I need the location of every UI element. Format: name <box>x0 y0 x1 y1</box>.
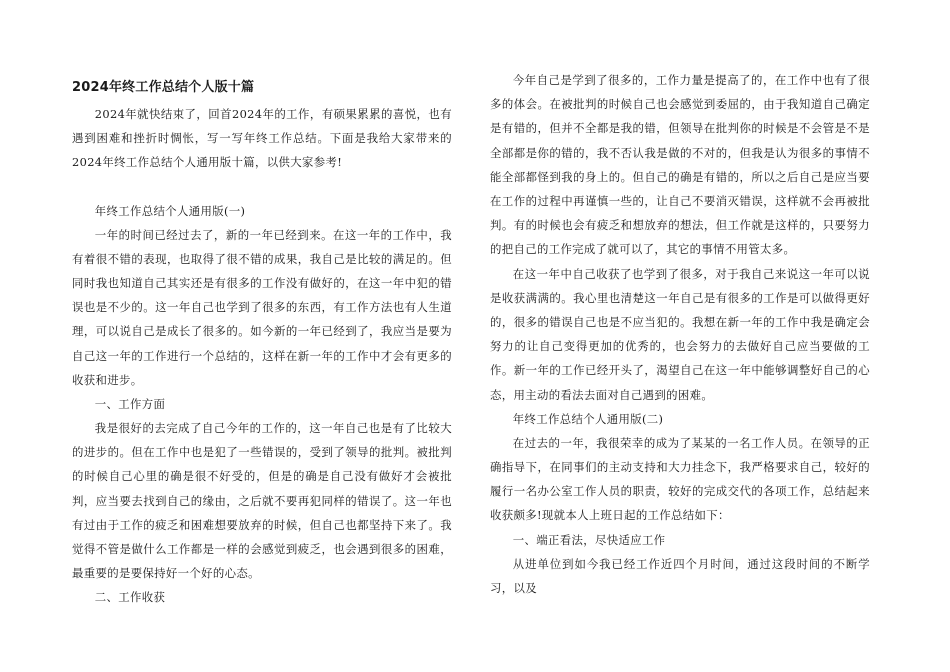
section-heading-1: 年终工作总结个人通用版(一) <box>94 203 246 218</box>
subheading-gains: 二、工作收获 <box>94 590 166 605</box>
intro-paragraph: 2024年就快结束了，回首2024年的工作，有硕果累累的喜悦，也有遇到困难和挫折时惆怅，写一写年终工作总结。下面是我给大家带来的2024年终工作总结个人通用版十篇，以供大家参考! <box>72 107 452 170</box>
body-paragraph: 在过去的一年，我很荣幸的成为了某某的一名工作人员。在领导的正确指导下，在同事们的主动支持和大力挂念下，我严格要求自己，较好的履行一名办公室工作人员的职责，较好的完成交代的各项工作，总结起来收获颇多!现就本人上班日起的工作总结如下： <box>490 435 870 523</box>
subheading-attitude: 一、端正看法，尽快适应工作 <box>512 532 666 547</box>
body-paragraph: 我是很好的去完成了自己今年的工作的，这一年自己也是有了比较大的进步的。但在工作中也是犯了一些错误的，受到了领导的批判。被批判的时候自己心里的确是很不好受的，但是的确是自己没有做好才会被批判，应当要去找到自己的缘由，之后就不要再犯同样的错误了。这一年也有过由于工作的疲乏和困难想要放弃的时候，但自己也都坚持下来了。我觉得不管是做什么工作都是一样的会感觉到疲乏，也会遇到很多的困难，最重要的是要保持好一个好的心态。 <box>72 421 452 581</box>
section-heading-2: 年终工作总结个人通用版(二) <box>512 411 664 426</box>
right-column <box>490 68 870 600</box>
body-paragraph: 一年的时间已经过去了，新的一年已经到来。在这一年的工作中，我有着很不错的表现，也取得了很不错的成果，我自己是比较的满足的。但同时我也知道自己其实还是有很多的工作没有做好的，在这一年中犯的错误也是不少的。这一年自己也学到了很多的东西，有工作方法也有人生道理，可以说自己是成长了很多的。如今新的一年已经到了，我应当是要为自己这一年的工作进行一个总结的，这样在新一年的工作中才会有更多的收获和进步。 <box>72 227 452 387</box>
body-paragraph: 从进单位到如今我已经工作近四个月时间，通过这段时间的不断学习，以及 <box>490 556 870 595</box>
body-paragraph: 今年自己是学到了很多的，工作力量是提高了的，在工作中也有了很多的体会。在被批判的时候自己也会感觉到委屈的，由于我知道自己确定是有错的，但并不全都是我的错，但领导在批判你的时候是不会管是不是全部都是你的错的，我不否认我是做的不对的，但我是认为很多的事情不能全部都怪到我的身上的。但自己的确是有错的，所以之后自己是应当要在工作的过程中再谨慎一些的，让自己不要消灭错误，这样就不会再被批判。有的时候也会有疲乏和想放弃的想法，但工作就是这样的，只要努力的把自己的工作完成了就可以了，其它的事情不用管太多。 <box>490 73 870 257</box>
spacer <box>72 175 452 199</box>
body-paragraph: 在这一年中自己收获了也学到了很多，对于我自己来说这一年可以说是收获满满的。我心里也清楚这一年自己是有很多的工作是可以做得更好的，很多的错误自己也是不应当犯的。我想在新一年的工作中我是确定会努力的让自己变得更加的优秀的，也会努力的去做好自己应当要做的工作。新一年的工作已经开头了，渴望自己在这一年中能够调整好自己的心态，用主动的看法去面对自己遇到的困难。 <box>490 266 870 402</box>
subheading-work: 一、工作方面 <box>94 397 166 412</box>
document-title: 2024年终工作总结个人版十篇 <box>72 80 255 95</box>
left-column <box>72 70 452 609</box>
